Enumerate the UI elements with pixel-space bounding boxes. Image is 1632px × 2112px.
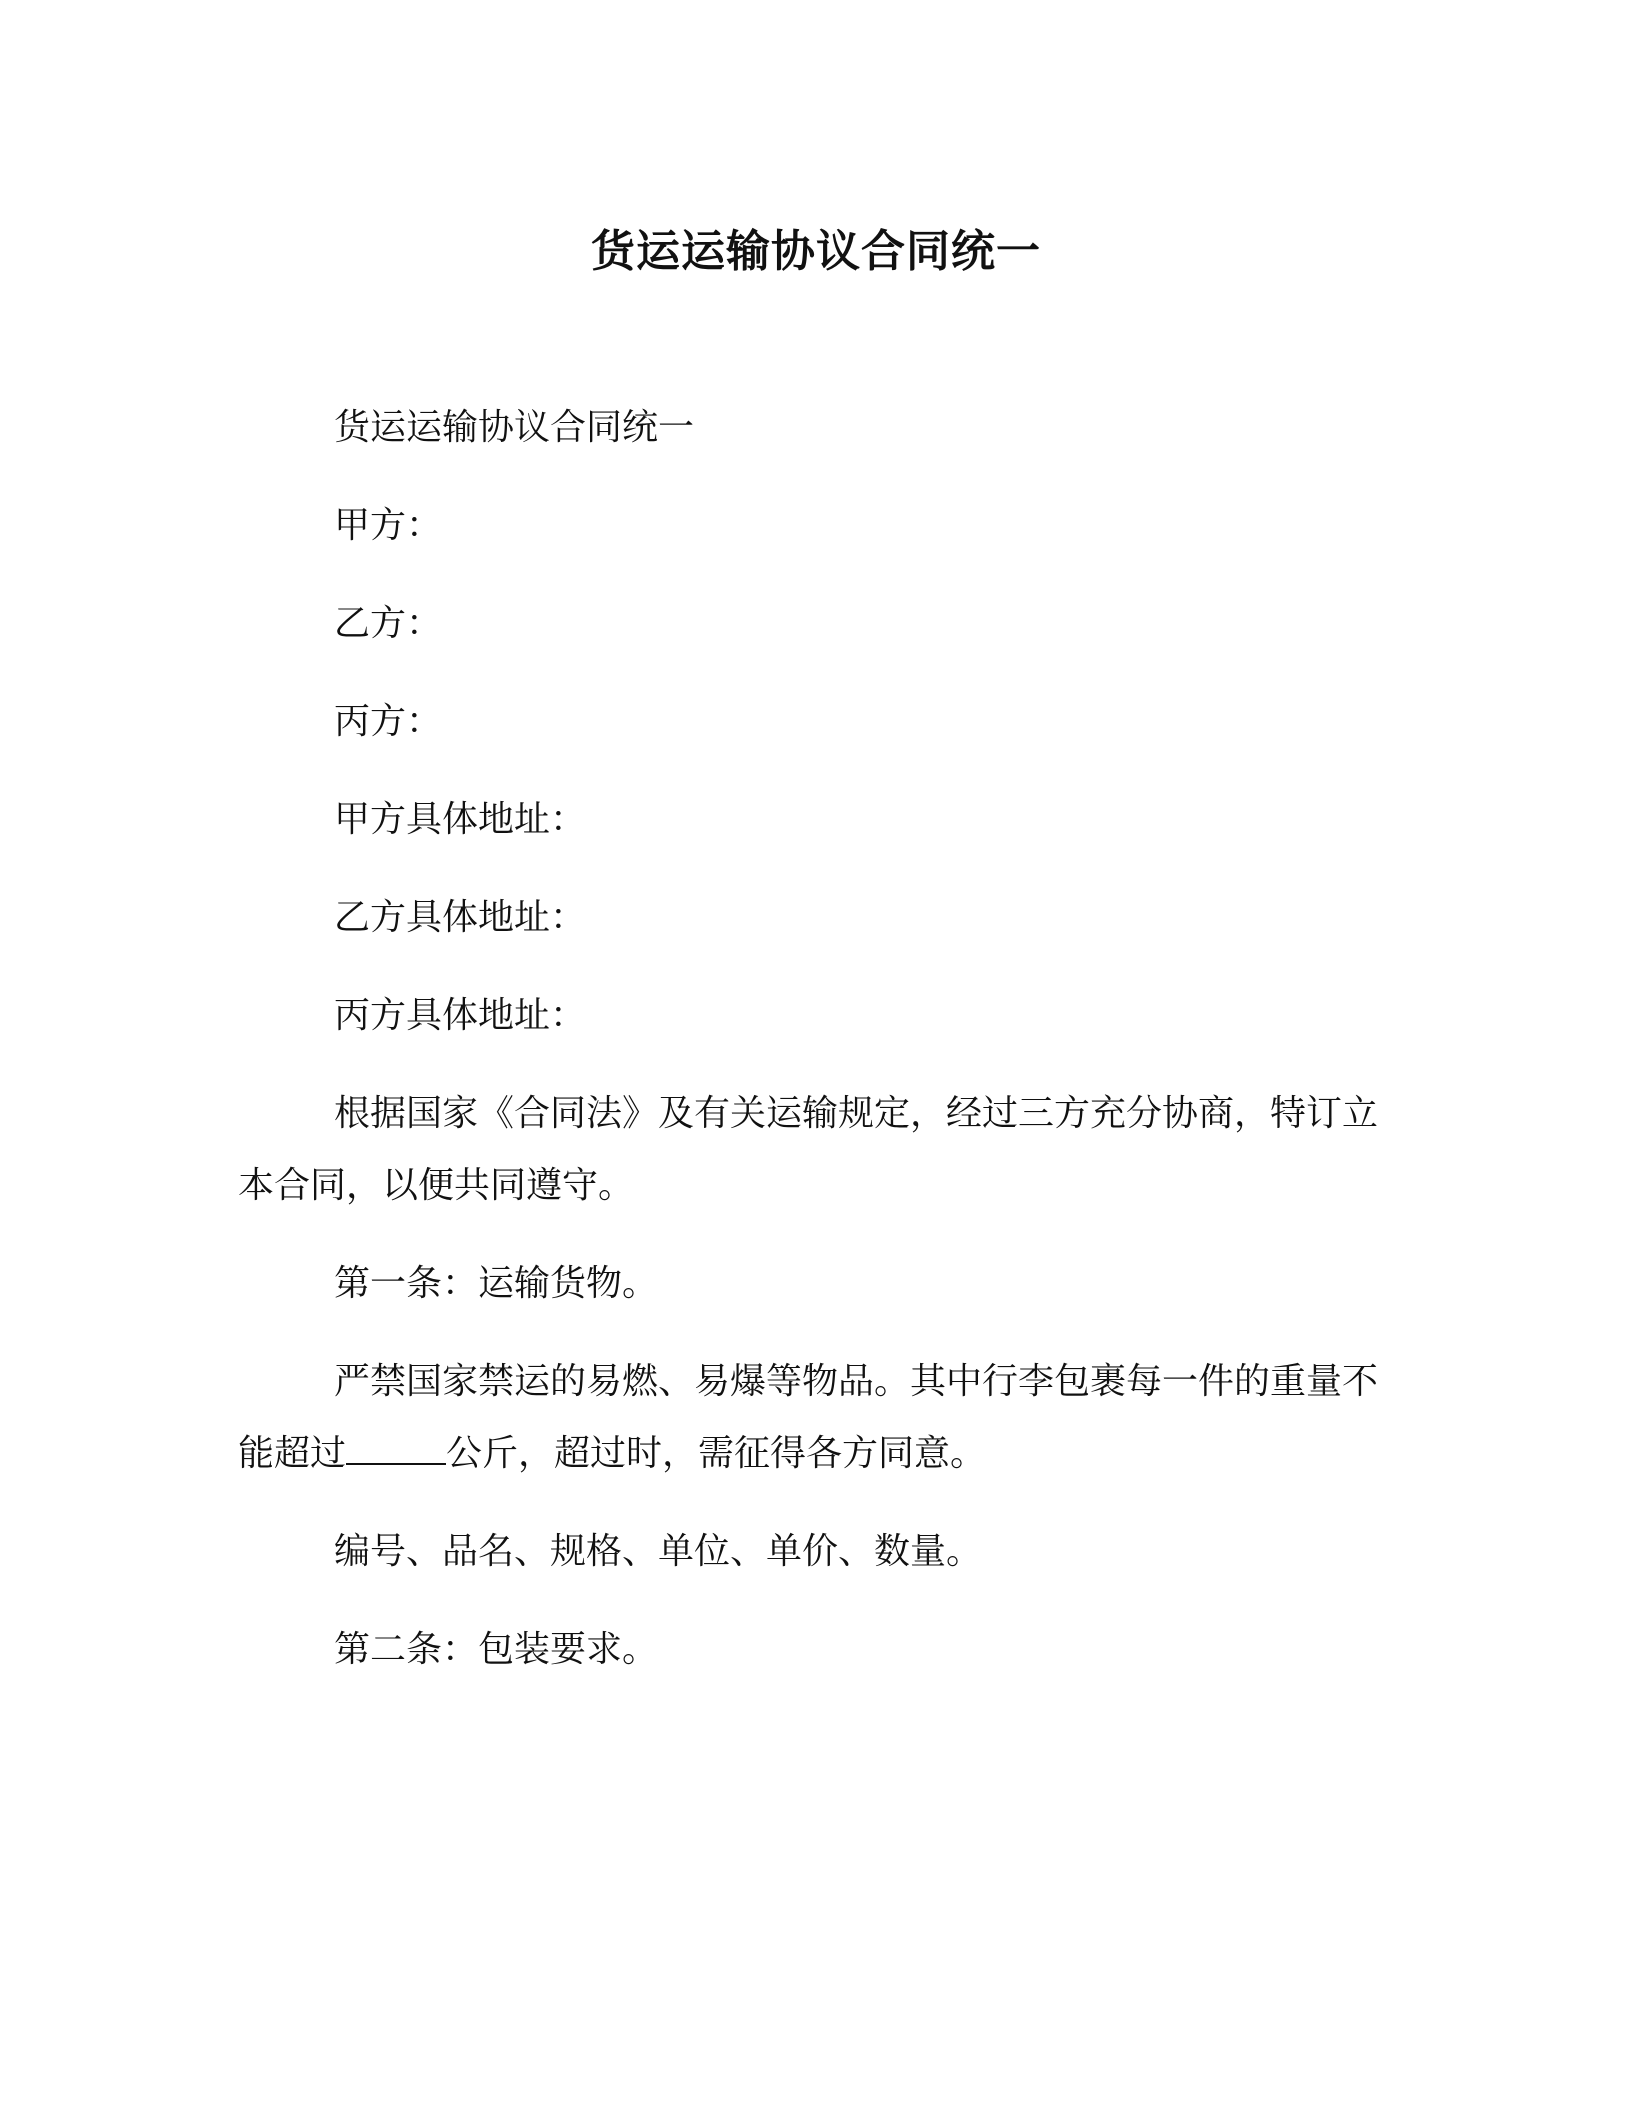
document-body — [238, 392, 1378, 1712]
paragraph-article-2-heading: 第二条：包装要求。 — [334, 1629, 659, 1670]
paragraph-party-a: 甲方： — [334, 505, 443, 546]
document-title: 货运运输协议合同统一 — [591, 226, 1041, 277]
paragraph-article-1-body — [238, 1346, 1378, 1490]
paragraph-article-1-text-a: 严禁国家禁运的易燃、易爆等物品。其中行李包裹每一件的重量不能超过 — [238, 1361, 1379, 1474]
paragraph-article-1-text-b: 公斤，超过时，需征得各方同意。 — [446, 1433, 987, 1474]
paragraph-article-1-heading: 第一条：运输货物。 — [334, 1263, 659, 1304]
paragraph-preamble: 根据国家《合同法》及有关运输规定，经过三方充分协商，特订立本合同，以便共同遵守。 — [238, 1093, 1379, 1206]
paragraph-party-b-address: 乙方具体地址： — [334, 897, 587, 938]
weight-blank-field — [346, 1433, 446, 1465]
paragraph-goods-fields: 编号、品名、规格、单位、单价、数量。 — [334, 1531, 983, 1572]
paragraph-subtitle: 货运运输协议合同统一 — [334, 407, 695, 448]
paragraph-party-b: 乙方： — [334, 603, 443, 644]
paragraph-party-a-address: 甲方具体地址： — [334, 799, 587, 840]
paragraph-party-c-address: 丙方具体地址： — [334, 995, 587, 1036]
paragraph-party-c: 丙方： — [334, 701, 443, 742]
